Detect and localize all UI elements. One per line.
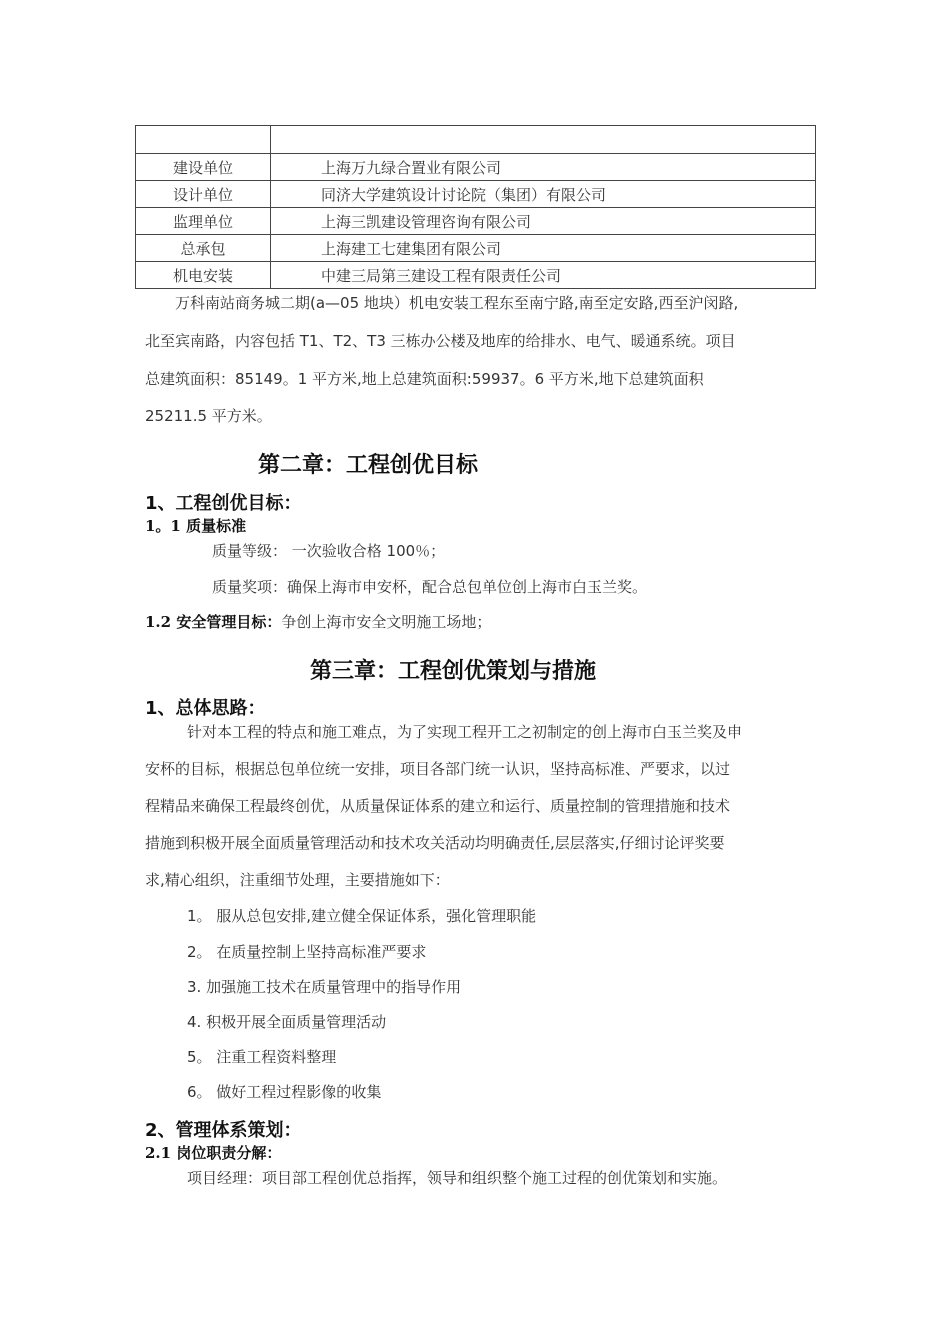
section-heading: 1、总体思路：: [145, 698, 266, 719]
safety-goal: [145, 611, 491, 632]
quality-grade: 质量等级： 一次验收合格 100％；: [212, 542, 446, 560]
pm-responsibility: 项目经理：项目部工程创优总指挥，领导和组织整个施工过程的创优策划和实施。: [187, 1169, 728, 1187]
overview-line: 总建筑面积：85149。1 平方米,地上总建筑面积:59937。6 平方米,地下总建筑面积: [145, 370, 704, 388]
table-cell-value: 上海建工七建集团有限公司: [271, 235, 816, 262]
approach-line: 措施到积极开展全面质量管理活动和技术攻关活动均明确责任,层层落实,仔细讨论评奖要: [145, 834, 725, 852]
measure-item: 6。 做好工程过程影像的收集: [187, 1083, 382, 1101]
table-row: [136, 208, 816, 235]
table-cell-label: 设计单位: [136, 181, 271, 208]
project-info-table: [135, 125, 816, 289]
chapter-3-title: 第三章：工程创优策划与措施: [310, 658, 597, 684]
table-cell-value: [271, 126, 816, 154]
measure-item: 1。 服从总包安排,建立健全保证体系，强化管理职能: [187, 907, 537, 925]
measure-item: 3. 加强施工技术在质量管理中的指导作用: [187, 978, 462, 996]
approach-line: 安杯的目标，根据总包单位统一安排，项目各部门统一认识，坚持高标准、严要求，以过: [145, 760, 731, 778]
table-cell-label: 建设单位: [136, 154, 271, 181]
chapter-2-title: 第二章：工程创优目标: [258, 452, 479, 478]
section-heading: 2、管理体系策划：: [145, 1120, 302, 1141]
approach-line: 求,精心组织，注重细节处理，主要措施如下：: [145, 871, 450, 889]
table-row: [136, 126, 816, 154]
quality-award: 质量奖项：确保上海市申安杯，配合总包单位创上海市白玉兰奖。: [212, 578, 648, 596]
table-row: [136, 181, 816, 208]
table-cell-label: [136, 126, 271, 154]
table-row: [136, 154, 816, 181]
overview-line: 北至宾南路，内容包括 T1、T2、T3 三栋办公楼及地库的给排水、电气、暖通系统。项目: [145, 332, 736, 350]
measure-item: 5。 注重工程资料整理: [187, 1048, 337, 1066]
table-cell-label: 总承包: [136, 235, 271, 262]
table-row: [136, 235, 816, 262]
table-cell-value: 上海三凯建设管理咨询有限公司: [271, 208, 816, 235]
overview-line: 25211.5 平方米。: [145, 407, 272, 425]
approach-line: 针对本工程的特点和施工难点，为了实现工程开工之初制定的创上海市白玉兰奖及申: [187, 723, 743, 741]
approach-line: 程精品来确保工程最终创优，从质量保证体系的建立和运行、质量控制的管理措施和技术: [145, 797, 731, 815]
table-cell-value: 中建三局第三建设工程有限责任公司: [271, 262, 816, 289]
section-heading: 1、工程创优目标：: [145, 493, 302, 514]
table-cell-label: 监理单位: [136, 208, 271, 235]
table-cell-label: 机电安装: [136, 262, 271, 289]
table-cell-value: 上海万九绿合置业有限公司: [271, 154, 816, 181]
subsection-heading: 1。1 质量标准: [145, 517, 247, 535]
safety-goal-text: 争创上海市安全文明施工场地；: [281, 613, 492, 631]
safety-goal-label: 1.2 安全管理目标：: [145, 613, 282, 631]
table-row: [136, 262, 816, 289]
measure-item: 2。 在质量控制上坚持高标准严要求: [187, 943, 427, 961]
subsection-heading: 2.1 岗位职责分解：: [145, 1144, 282, 1162]
overview-line: 万科南站商务城二期(a—05 地块）机电安装工程东至南宁路,南至定安路,西至沪闵路,: [175, 294, 739, 312]
measure-item: 4. 积极开展全面质量管理活动: [187, 1013, 387, 1031]
table-cell-value: 同济大学建筑设计讨论院（集团）有限公司: [271, 181, 816, 208]
